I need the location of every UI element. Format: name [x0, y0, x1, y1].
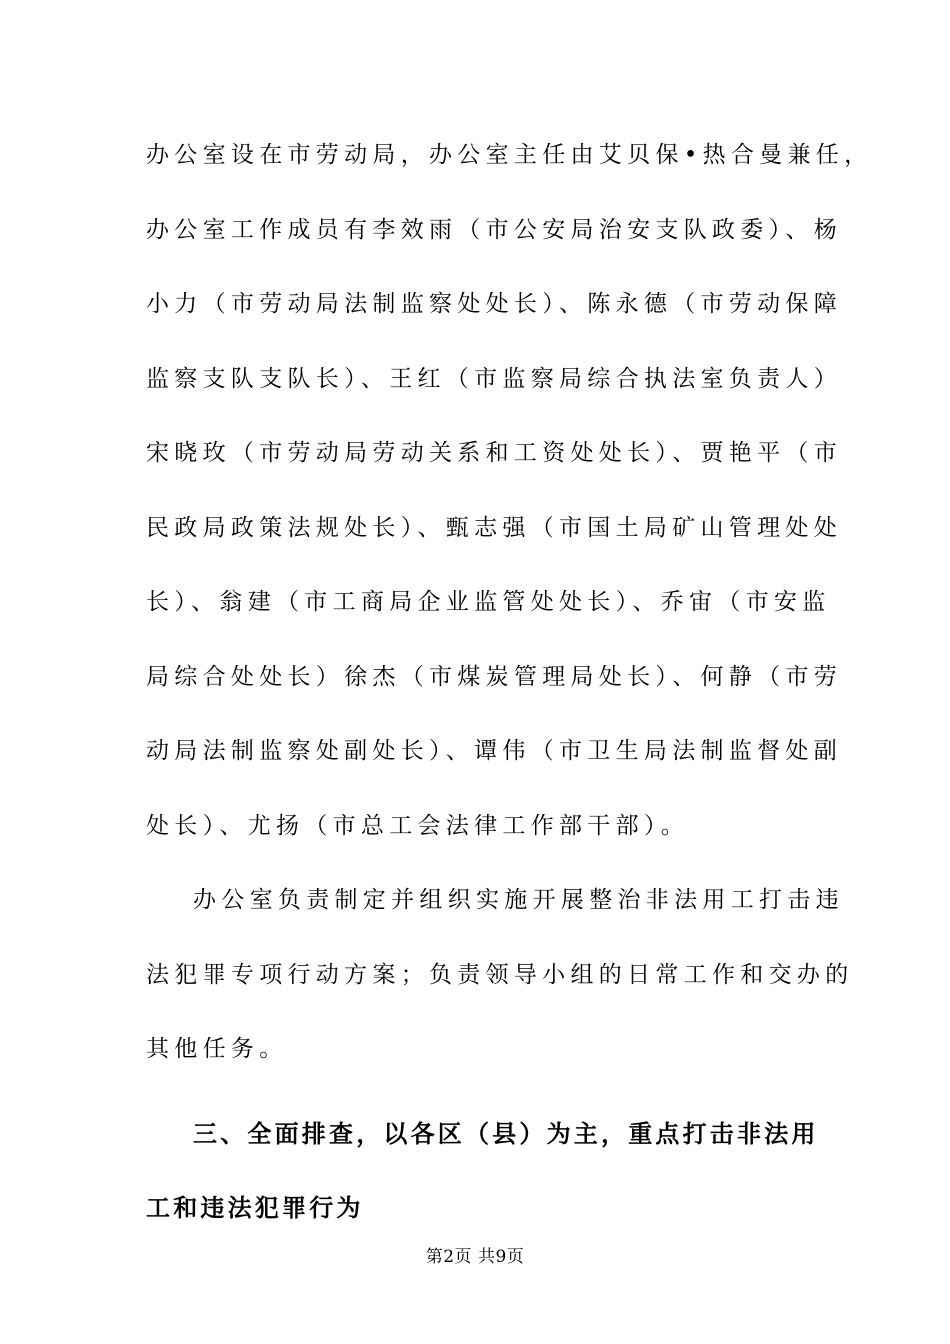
body-line: 长）、翁建（市工商局企业监管处处长）、乔宙（市安监 — [146, 589, 831, 615]
body-line: 监察支队支队长）、王红（市监察局综合执法室负责人） — [146, 365, 842, 392]
body-line: 局综合处处长）徐杰（市煤炭管理局处长）、何静（市劳 — [146, 663, 842, 690]
section-heading-continued: 工和违法犯罪行为 — [146, 1194, 364, 1222]
body-line: 宋晓玫（市劳动局劳动关系和工资处处长）、贾艳平（市 — [146, 440, 842, 466]
page-number-footer: 第2页 共9页 — [425, 1247, 525, 1267]
body-line: 处长）、尤扬（市总工会法律工作部干部）。 — [146, 812, 689, 839]
section-heading: 三、全面排查，以各区（县）为主，重点打击非法用 — [193, 1119, 819, 1148]
document-body — [146, 118, 873, 1246]
body-line: 民政局政策法规处长）、甄志强（市国土局矿山管理处处 — [146, 514, 842, 541]
body-line: 办公室设在市劳动局，办公室主任由艾贝保•热合曼兼任， — [146, 142, 873, 168]
body-line: 小力（市劳动局法制监察处处长）、陈永德（市劳动保障 — [146, 291, 842, 317]
body-line: 动局法制监察处副处长）、谭伟（市卫生局法制监督处副 — [146, 738, 842, 764]
body-line: 其他任务。 — [146, 1036, 288, 1062]
body-line: 办公室工作成员有李效雨（市公安局治安支队政委）、杨 — [146, 216, 842, 243]
body-line: 法犯罪专项行动方案；负责领导小组的日常工作和交办的 — [146, 961, 854, 988]
paragraph-first-line: 办公室负责制定并组织实施开展整治非法用工打击违 — [193, 887, 844, 913]
